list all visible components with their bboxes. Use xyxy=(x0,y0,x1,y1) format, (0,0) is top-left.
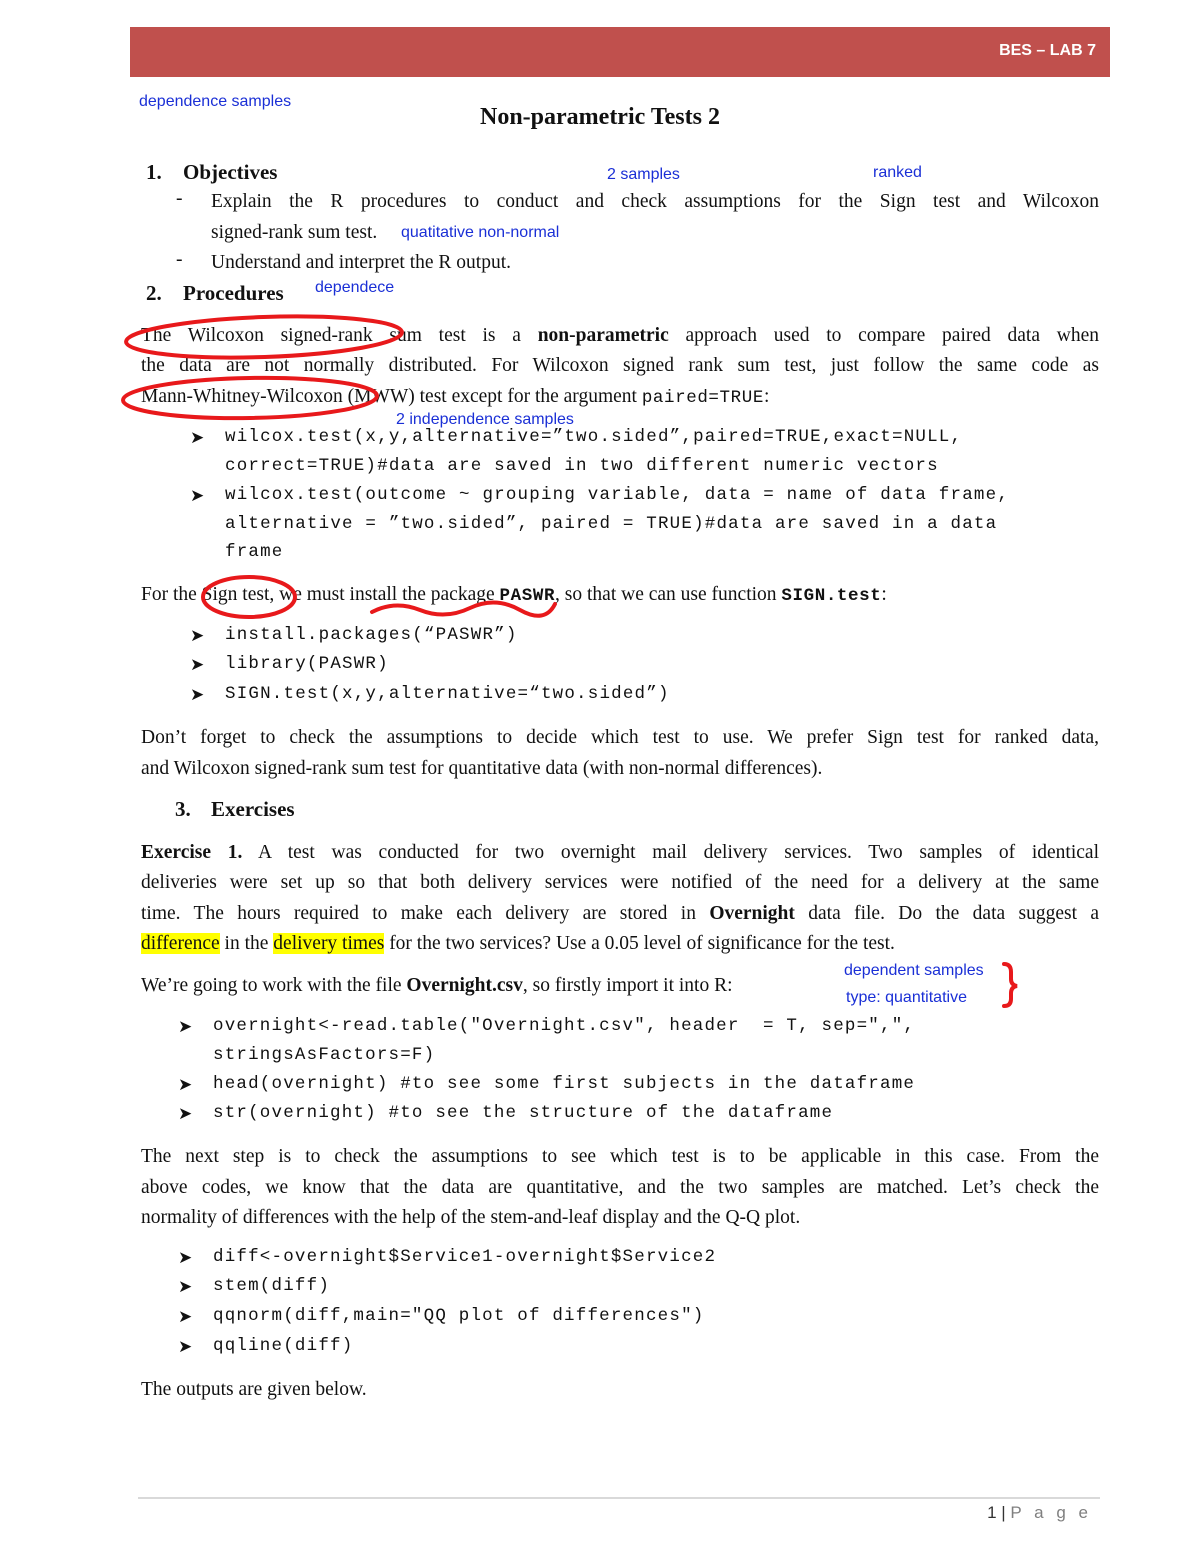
inline-code-bold: PASWR xyxy=(499,586,556,606)
arrowhead-bullet-icon: ➤ xyxy=(190,685,205,705)
paragraph-line: the data are not normally distributed. For Wilcoxon signed rank sum test, just follow the same code as xyxy=(141,355,1099,376)
code-line: correct=TRUE)#data are saved in two different numeric vectors xyxy=(225,456,939,476)
paragraph-line xyxy=(141,929,895,959)
code-line: install.packages(“PASWR”) xyxy=(225,625,518,645)
objective-line: signed-rank sum test. xyxy=(211,222,378,243)
annotation-note: dependence samples xyxy=(139,93,292,110)
annotation-note: 2 independence samples xyxy=(396,411,574,428)
text-run: Mann-Whitney-Wilcoxon (MWW) test except for the argument xyxy=(141,386,642,407)
annotation-note: dependece xyxy=(315,279,395,296)
annotation-note: 2 samples xyxy=(607,166,680,183)
annotation-note: type: quantitative xyxy=(846,989,967,1006)
code-line: alternative = ”two.sided”, paired = TRUE)#data are saved in a data xyxy=(225,514,998,534)
paragraph-line: The outputs are given below. xyxy=(141,1379,367,1400)
arrowhead-bullet-icon: ➤ xyxy=(190,655,205,675)
ink-brace-icon xyxy=(1004,964,1017,1006)
page-footer xyxy=(987,1503,1092,1523)
footer-separator: | xyxy=(1001,1503,1006,1522)
inline-code-bold: SIGN.test xyxy=(781,586,882,606)
text-run-bold: Overnight xyxy=(709,903,795,924)
arrowhead-bullet-icon: ➤ xyxy=(178,1075,193,1095)
arrowhead-bullet-icon: ➤ xyxy=(178,1248,193,1268)
text-run: data file. Do the data suggest a xyxy=(794,903,1100,924)
page-title: Non-parametric Tests 2 xyxy=(480,104,720,130)
code-line: SIGN.test(x,y,alternative=“two.sided”) xyxy=(225,684,670,704)
arrowhead-bullet-icon: ➤ xyxy=(178,1017,193,1037)
paragraph-line xyxy=(141,899,1099,929)
code-line: wilcox.test(outcome ~ grouping variable, data = name of data frame, xyxy=(225,485,1010,505)
paragraph-line xyxy=(141,971,733,1001)
code-line: qqnorm(diff,main="QQ plot of differences") xyxy=(213,1306,705,1326)
arrowhead-bullet-icon: ➤ xyxy=(190,486,205,506)
text-run: The Wilcoxon signed-rank sum test is a xyxy=(141,325,538,346)
annotation-note: quatitative non-normal xyxy=(401,224,560,241)
page-label: P a g e xyxy=(1010,1503,1092,1522)
text-run: : xyxy=(881,584,887,605)
paragraph-line: deliveries were set up so that both delivery services were notified of the need for a delivery at the same xyxy=(141,872,1099,893)
highlighted-text: delivery times xyxy=(273,933,385,954)
text-run: for the two services? Use a 0.05 level of significance for the test. xyxy=(384,933,895,954)
paragraph-line: The next step is to check the assumptions to see which test is to be applicable in this case. From the xyxy=(141,1146,1099,1167)
list-dash: - xyxy=(176,249,183,270)
text-run: time. The hours required to make each delivery are stored in xyxy=(141,903,710,924)
arrowhead-bullet-icon: ➤ xyxy=(178,1337,193,1357)
paragraph-line xyxy=(141,838,1099,868)
text-run: , so firstly import it into R: xyxy=(522,975,733,996)
arrowhead-bullet-icon: ➤ xyxy=(190,626,205,646)
code-line: wilcox.test(x,y,alternative=”two.sided”,paired=TRUE,exact=NULL, xyxy=(225,427,963,447)
text-run: We’re going to work with the file xyxy=(141,975,407,996)
code-line: qqline(diff) xyxy=(213,1336,354,1356)
paragraph-line xyxy=(141,580,887,611)
arrowhead-bullet-icon: ➤ xyxy=(178,1104,193,1124)
footer-divider xyxy=(138,1497,1100,1499)
section-number: 3. xyxy=(175,797,191,821)
text-run: A test was conducted for two overnight mail delivery services. Two samples of identical xyxy=(242,842,1099,863)
paragraph-line: Don’t forget to check the assumptions to decide which test to use. We prefer Sign test for ranked data, xyxy=(141,727,1099,748)
paragraph-line: and Wilcoxon signed-rank sum test for quantitative data (with non-normal differences). xyxy=(141,758,823,779)
arrowhead-bullet-icon: ➤ xyxy=(178,1277,193,1297)
section-title-exercises: Exercises xyxy=(211,797,295,821)
text-run: in the xyxy=(219,933,274,954)
text-run: : xyxy=(763,386,770,407)
section-title-procedures: Procedures xyxy=(183,281,284,305)
header-bar xyxy=(130,27,1110,77)
section-number: 2. xyxy=(146,281,162,305)
inline-code: paired=TRUE xyxy=(641,388,764,408)
annotation-note: ranked xyxy=(873,164,922,181)
highlighted-text: difference xyxy=(141,933,220,954)
header-label: BES – LAB 7 xyxy=(999,42,1096,59)
text-run: approach used to compare paired data when xyxy=(668,325,1099,346)
objective-line: Understand and interpret the R output. xyxy=(211,252,512,273)
code-line: frame xyxy=(225,542,284,562)
section-title-objectives: Objectives xyxy=(183,160,278,184)
section-number: 1. xyxy=(146,160,162,184)
text-run-bold: Overnight.csv xyxy=(406,975,523,996)
code-line: overnight<-read.table("Overnight.csv", header = T, sep=",", xyxy=(213,1016,916,1036)
code-line: stringsAsFactors=F) xyxy=(213,1045,436,1065)
text-run: For the Sign test, we must install the package xyxy=(141,584,500,605)
code-line: diff<-overnight$Service1-overnight$Service2 xyxy=(213,1247,717,1267)
arrowhead-bullet-icon: ➤ xyxy=(178,1307,193,1327)
paragraph-line: normality of differences with the help of the stem-and-leaf display and the Q-Q plot. xyxy=(141,1207,801,1228)
list-dash: - xyxy=(176,188,183,209)
paragraph-line xyxy=(141,382,769,413)
page-number: 1 xyxy=(987,1503,997,1522)
paragraph-line: above codes, we know that the data are quantitative, and the two samples are matched. Let’s check the xyxy=(141,1177,1099,1198)
arrowhead-bullet-icon: ➤ xyxy=(190,428,205,448)
code-line: str(overnight) #to see the structure of the dataframe xyxy=(213,1103,834,1123)
code-line: stem(diff) xyxy=(213,1276,331,1296)
text-run-bold: non-parametric xyxy=(537,325,669,346)
code-line: head(overnight) #to see some first subjects in the dataframe xyxy=(213,1074,916,1094)
annotation-note: dependent samples xyxy=(844,962,984,979)
exercise-label: Exercise 1. xyxy=(141,842,243,863)
paragraph-line xyxy=(141,321,1099,351)
objective-line: Explain the R procedures to conduct and check assumptions for the Sign test and Wilcoxon xyxy=(211,191,1099,212)
code-line: library(PASWR) xyxy=(225,654,389,674)
text-run: , so that we can use function xyxy=(555,584,782,605)
